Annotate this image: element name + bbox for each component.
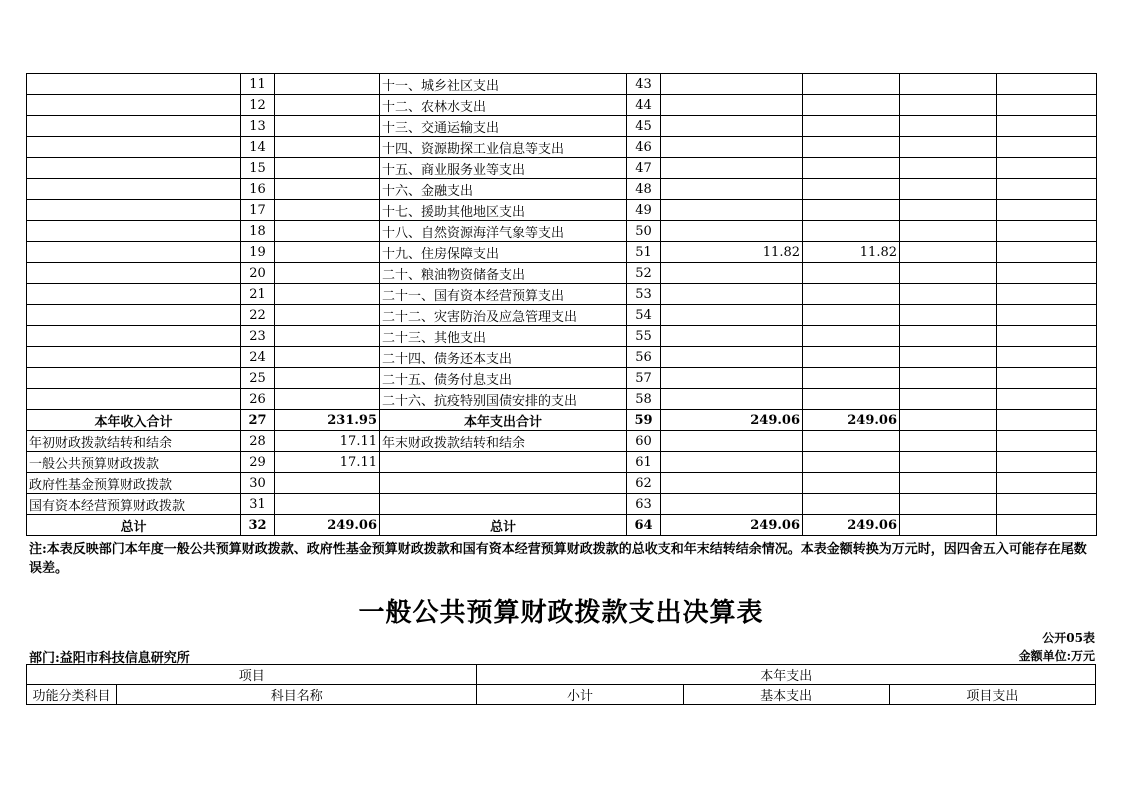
header-project: 项目支出 — [889, 685, 1095, 705]
expense-col-i — [997, 431, 1097, 452]
expense-col-i — [997, 95, 1097, 116]
expense-general — [803, 305, 900, 326]
line-number-2: 56 — [627, 347, 661, 368]
income-item: 本年收入合计 — [27, 410, 241, 431]
expense-col-i — [997, 158, 1097, 179]
expense-col-h — [900, 410, 997, 431]
line-number-2: 49 — [627, 200, 661, 221]
expense-general — [803, 263, 900, 284]
expense-col-i — [997, 200, 1097, 221]
department-label: 部门:益阳市科技信息研究所 — [29, 651, 190, 666]
expense-general — [803, 116, 900, 137]
table-row — [27, 347, 1097, 368]
expense-col-i — [997, 242, 1097, 263]
header-func-code: 功能分类科目 — [27, 685, 117, 705]
expense-col-h — [900, 326, 997, 347]
income-item: 政府性基金预算财政拨款 — [27, 473, 241, 494]
line-number: 22 — [241, 305, 275, 326]
line-number: 18 — [241, 221, 275, 242]
expense-col-h — [900, 137, 997, 158]
expense-total — [661, 494, 803, 515]
table-row — [27, 452, 1097, 473]
income-amount — [275, 368, 380, 389]
table-row — [27, 95, 1097, 116]
header-basic: 基本支出 — [683, 685, 889, 705]
expense-item: 十四、资源勘探工业信息等支出 — [380, 137, 627, 158]
expense-col-h — [900, 452, 997, 473]
line-number-2: 54 — [627, 305, 661, 326]
line-number-2: 51 — [627, 242, 661, 263]
income-amount: 17.11 — [275, 431, 380, 452]
expense-item: 总计 — [380, 515, 627, 536]
income-amount — [275, 137, 380, 158]
income-amount — [275, 95, 380, 116]
income-item — [27, 326, 241, 347]
expense-col-h — [900, 179, 997, 200]
table-row — [27, 368, 1097, 389]
expense-col-h — [900, 95, 997, 116]
expense-col-i — [997, 284, 1097, 305]
expense-general — [803, 473, 900, 494]
expense-total — [661, 452, 803, 473]
line-number-2: 46 — [627, 137, 661, 158]
page-title: 一般公共预算财政拨款支出决算表 — [358, 598, 764, 628]
table-row — [27, 494, 1097, 515]
line-number: 23 — [241, 326, 275, 347]
line-number-2: 60 — [627, 431, 661, 452]
line-number-2: 53 — [627, 284, 661, 305]
expense-col-i — [997, 452, 1097, 473]
expense-col-h — [900, 116, 997, 137]
table-note: 注:本表反映部门本年度一般公共预算财政拨款、政府性基金预算财政拨款和国有资本经营预算财政拨款的总收支和年末结转结余情况。本表金额转换为万元时，因四舍五入可能存在尾数误差。 — [29, 542, 1087, 576]
expense-col-i — [997, 326, 1097, 347]
line-number: 12 — [241, 95, 275, 116]
expense-general — [803, 326, 900, 347]
expense-col-i — [997, 137, 1097, 158]
line-number-2: 50 — [627, 221, 661, 242]
expense-col-i — [997, 74, 1097, 95]
income-item — [27, 116, 241, 137]
income-item: 总计 — [27, 515, 241, 536]
expense-item: 十三、交通运输支出 — [380, 116, 627, 137]
expense-item: 本年支出合计 — [380, 410, 627, 431]
expense-col-i — [997, 305, 1097, 326]
table-row — [27, 515, 1097, 536]
line-number: 32 — [241, 515, 275, 536]
fiscal-summary-table — [26, 73, 1097, 536]
line-number-2: 47 — [627, 158, 661, 179]
line-number-2: 62 — [627, 473, 661, 494]
line-number: 29 — [241, 452, 275, 473]
table-row — [27, 242, 1097, 263]
income-amount — [275, 305, 380, 326]
income-item: 年初财政拨款结转和结余 — [27, 431, 241, 452]
expense-item: 二十五、债务付息支出 — [380, 368, 627, 389]
income-amount — [275, 347, 380, 368]
line-number-2: 43 — [627, 74, 661, 95]
income-item — [27, 242, 241, 263]
table-row — [27, 179, 1097, 200]
expense-item: 十八、自然资源海洋气象等支出 — [380, 221, 627, 242]
expense-general: 249.06 — [803, 410, 900, 431]
expense-total — [661, 137, 803, 158]
expense-col-i — [997, 389, 1097, 410]
header-subtotal: 小计 — [477, 685, 683, 705]
header-subject-name: 科目名称 — [117, 685, 477, 705]
expense-item: 十七、援助其他地区支出 — [380, 200, 627, 221]
line-number: 21 — [241, 284, 275, 305]
expense-total — [661, 389, 803, 410]
table-row — [27, 473, 1097, 494]
unit-label: 金额单位:万元 — [1018, 649, 1095, 663]
expense-total: 249.06 — [661, 410, 803, 431]
expense-total: 11.82 — [661, 242, 803, 263]
income-amount — [275, 116, 380, 137]
income-amount — [275, 74, 380, 95]
expense-total — [661, 200, 803, 221]
income-amount — [275, 326, 380, 347]
expense-total — [661, 284, 803, 305]
table-row — [27, 137, 1097, 158]
expense-total — [661, 431, 803, 452]
line-number-2: 59 — [627, 410, 661, 431]
line-number-2: 58 — [627, 389, 661, 410]
expense-total — [661, 74, 803, 95]
expense-general — [803, 95, 900, 116]
line-number: 19 — [241, 242, 275, 263]
income-item — [27, 263, 241, 284]
line-number: 28 — [241, 431, 275, 452]
expense-item: 十二、农林水支出 — [380, 95, 627, 116]
expense-total — [661, 305, 803, 326]
expense-col-h — [900, 305, 997, 326]
expense-total — [661, 221, 803, 242]
income-item — [27, 284, 241, 305]
income-item: 一般公共预算财政拨款 — [27, 452, 241, 473]
line-number: 20 — [241, 263, 275, 284]
expense-general: 249.06 — [803, 515, 900, 536]
income-amount — [275, 494, 380, 515]
expense-item: 年末财政拨款结转和结余 — [380, 431, 627, 452]
line-number: 14 — [241, 137, 275, 158]
table-row — [27, 284, 1097, 305]
line-number: 25 — [241, 368, 275, 389]
expense-item: 十九、住房保障支出 — [380, 242, 627, 263]
line-number-2: 61 — [627, 452, 661, 473]
income-item — [27, 368, 241, 389]
line-number-2: 55 — [627, 326, 661, 347]
expense-col-i — [997, 263, 1097, 284]
expense-general — [803, 284, 900, 305]
expense-col-i — [997, 179, 1097, 200]
income-amount — [275, 179, 380, 200]
expense-col-h — [900, 158, 997, 179]
table-row — [27, 431, 1097, 452]
line-number: 31 — [241, 494, 275, 515]
expense-col-h — [900, 242, 997, 263]
table-row — [27, 116, 1097, 137]
expense-general — [803, 368, 900, 389]
expense-col-i — [997, 494, 1097, 515]
expense-total — [661, 368, 803, 389]
line-number: 15 — [241, 158, 275, 179]
line-number-2: 45 — [627, 116, 661, 137]
header-item: 项目 — [27, 665, 477, 685]
line-number: 16 — [241, 179, 275, 200]
expense-col-h — [900, 221, 997, 242]
expense-item — [380, 452, 627, 473]
expense-total: 249.06 — [661, 515, 803, 536]
income-item — [27, 305, 241, 326]
expense-general — [803, 431, 900, 452]
income-item — [27, 179, 241, 200]
line-number-2: 48 — [627, 179, 661, 200]
expense-general — [803, 137, 900, 158]
expense-total — [661, 326, 803, 347]
income-amount — [275, 389, 380, 410]
expense-col-i — [997, 410, 1097, 431]
income-amount — [275, 242, 380, 263]
expense-item: 十六、金融支出 — [380, 179, 627, 200]
expense-item: 二十三、其他支出 — [380, 326, 627, 347]
expense-col-h — [900, 389, 997, 410]
table-row — [27, 389, 1097, 410]
income-amount — [275, 473, 380, 494]
expense-general: 11.82 — [803, 242, 900, 263]
table-row — [27, 326, 1097, 347]
income-item — [27, 347, 241, 368]
expense-general — [803, 452, 900, 473]
expense-general — [803, 200, 900, 221]
expense-col-i — [997, 116, 1097, 137]
line-number: 13 — [241, 116, 275, 137]
table-row — [27, 221, 1097, 242]
table-row — [27, 263, 1097, 284]
table-row — [27, 410, 1097, 431]
line-number-2: 64 — [627, 515, 661, 536]
line-number: 17 — [241, 200, 275, 221]
expense-total — [661, 347, 803, 368]
expense-general — [803, 158, 900, 179]
expense-total — [661, 473, 803, 494]
line-number: 26 — [241, 389, 275, 410]
expense-col-i — [997, 473, 1097, 494]
income-item — [27, 389, 241, 410]
expense-item: 二十一、国有资本经营预算支出 — [380, 284, 627, 305]
expense-item — [380, 473, 627, 494]
income-item — [27, 200, 241, 221]
expense-item: 十一、城乡社区支出 — [380, 74, 627, 95]
income-item — [27, 158, 241, 179]
expense-col-h — [900, 431, 997, 452]
expense-col-h — [900, 494, 997, 515]
header-row — [27, 685, 1096, 705]
income-item — [27, 74, 241, 95]
expense-item: 二十六、抗疫特别国债安排的支出 — [380, 389, 627, 410]
line-number: 24 — [241, 347, 275, 368]
income-amount: 249.06 — [275, 515, 380, 536]
expense-col-i — [997, 221, 1097, 242]
expense-item: 二十四、债务还本支出 — [380, 347, 627, 368]
income-amount: 17.11 — [275, 452, 380, 473]
expense-item: 十五、商业服务业等支出 — [380, 158, 627, 179]
header-current-year: 本年支出 — [477, 665, 1096, 685]
form-number: 公开05表 — [1042, 631, 1095, 645]
expense-col-i — [997, 347, 1097, 368]
expense-col-h — [900, 515, 997, 536]
expense-general — [803, 179, 900, 200]
income-amount — [275, 158, 380, 179]
expense-col-h — [900, 74, 997, 95]
table-row — [27, 200, 1097, 221]
expense-col-i — [997, 368, 1097, 389]
expense-general — [803, 221, 900, 242]
expense-item: 二十二、灾害防治及应急管理支出 — [380, 305, 627, 326]
header-row — [27, 665, 1096, 685]
expense-total — [661, 116, 803, 137]
line-number-2: 52 — [627, 263, 661, 284]
expense-col-h — [900, 347, 997, 368]
expense-col-h — [900, 200, 997, 221]
expenditure-header-table — [26, 664, 1096, 705]
expense-total — [661, 158, 803, 179]
line-number-2: 44 — [627, 95, 661, 116]
expense-item — [380, 494, 627, 515]
expense-col-h — [900, 368, 997, 389]
expense-col-h — [900, 473, 997, 494]
income-amount: 231.95 — [275, 410, 380, 431]
income-amount — [275, 200, 380, 221]
income-amount — [275, 263, 380, 284]
expense-col-i — [997, 515, 1097, 536]
expense-general — [803, 347, 900, 368]
income-item: 国有资本经营预算财政拨款 — [27, 494, 241, 515]
income-item — [27, 137, 241, 158]
table-row — [27, 305, 1097, 326]
expense-general — [803, 389, 900, 410]
expense-total — [661, 263, 803, 284]
line-number: 11 — [241, 74, 275, 95]
expense-total — [661, 95, 803, 116]
table-row — [27, 74, 1097, 95]
expense-general — [803, 494, 900, 515]
line-number: 30 — [241, 473, 275, 494]
income-item — [27, 221, 241, 242]
expense-col-h — [900, 284, 997, 305]
expense-col-h — [900, 263, 997, 284]
table-row — [27, 158, 1097, 179]
expense-general — [803, 74, 900, 95]
expense-item: 二十、粮油物资储备支出 — [380, 263, 627, 284]
income-amount — [275, 221, 380, 242]
line-number: 27 — [241, 410, 275, 431]
line-number-2: 57 — [627, 368, 661, 389]
income-amount — [275, 284, 380, 305]
line-number-2: 63 — [627, 494, 661, 515]
income-item — [27, 95, 241, 116]
expense-total — [661, 179, 803, 200]
